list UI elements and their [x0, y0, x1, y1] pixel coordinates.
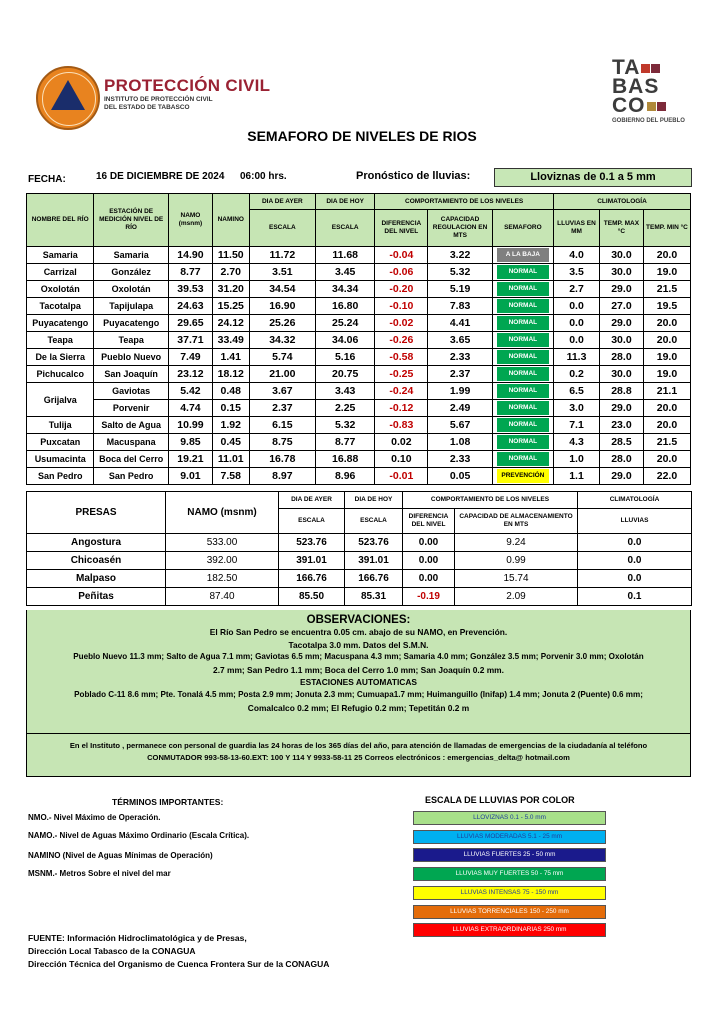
dam-ll: 0.0: [578, 534, 692, 552]
river-ayer: 8.97: [249, 468, 315, 485]
pronostico-label: Pronóstico de lluvias:: [356, 170, 471, 182]
river-namino: 2.70: [212, 264, 249, 281]
river-row: [27, 247, 691, 264]
river-row: [27, 383, 691, 400]
river-ll: 1.1: [554, 468, 600, 485]
header-dam-lluvias: LLUVIAS: [578, 509, 692, 534]
semaforo-badge: NORMAL: [497, 435, 549, 449]
rain-scale-item: LLOVIZNAS 0.1 - 5.0 mm: [413, 811, 606, 825]
instituto-line-2: CONMUTADOR 993-58-13-60.EXT: 100 Y 114 Y 9933-58-11 25 Correos electrónicos : emergencias_delta@ hotmail.com: [147, 753, 570, 762]
river-dif: 0.10: [375, 451, 428, 468]
river-hoy: 8.96: [316, 468, 375, 485]
dam-hoy: 523.76: [345, 534, 403, 552]
river-rio: Tacotalpa: [27, 298, 94, 315]
river-namino: 0.15: [212, 400, 249, 417]
river-rio: Samaria: [27, 247, 94, 264]
river-namo: 19.21: [168, 451, 212, 468]
gobierno-label: GOBIERNO DEL PUEBLO: [612, 118, 685, 124]
river-tmin: 20.0: [643, 451, 690, 468]
river-ayer: 16.90: [249, 298, 315, 315]
river-namo: 9.01: [168, 468, 212, 485]
dam-namo: 87.40: [166, 588, 279, 606]
river-tmin: 21.5: [643, 281, 690, 298]
instituto-line-1: En el Instituto , permanece con personal de guardia las 24 horas de los 365 días del año, para atención de llamadas de emergencias de la ciudadanía al teléfono: [69, 741, 648, 750]
river-namo: 9.85: [168, 434, 212, 451]
river-cap: 3.22: [428, 247, 492, 264]
header-dam-capacidad: CAPACIDAD DE ALMACENAMIENTO EN MTS: [455, 509, 578, 534]
river-dif: -0.10: [375, 298, 428, 315]
river-est: Samaria: [94, 247, 169, 264]
river-ll: 0.0: [554, 315, 600, 332]
river-hoy: 25.24: [316, 315, 375, 332]
river-namino: 11.50: [212, 247, 249, 264]
semaforo-badge: NORMAL: [497, 367, 549, 381]
semaforo-badge: NORMAL: [497, 452, 549, 466]
rivers-table: [26, 193, 691, 485]
river-semaforo: [492, 315, 553, 332]
dam-dif: 0.00: [403, 570, 455, 588]
river-est: Tapijulapa: [94, 298, 169, 315]
dam-ayer: 166.76: [279, 570, 345, 588]
semaforo-badge: A LA BAJA: [497, 248, 549, 262]
header-climatologia: CLIMATOLOGÍA: [554, 194, 691, 210]
dam-dif: -0.19: [403, 588, 455, 606]
river-cap: 5.32: [428, 264, 492, 281]
river-namo: 23.12: [168, 366, 212, 383]
dam-namo: 392.00: [166, 552, 279, 570]
dam-namo: 182.50: [166, 570, 279, 588]
dam-name: Angostura: [27, 534, 166, 552]
river-est: Gaviotas: [94, 383, 169, 400]
river-namino: 1.41: [212, 349, 249, 366]
semaforo-badge: NORMAL: [497, 316, 549, 330]
semaforo-badge: NORMAL: [497, 401, 549, 415]
river-dif: 0.02: [375, 434, 428, 451]
semaforo-badge: PREVENCIÓN: [497, 469, 549, 483]
dam-row: [27, 534, 692, 552]
header-dam-escala-ayer: ESCALA: [279, 509, 345, 534]
river-hoy: 11.68: [316, 247, 375, 264]
header-dam-hoy: DIA DE HOY: [345, 492, 403, 509]
river-dif: -0.25: [375, 366, 428, 383]
river-ayer: 11.72: [249, 247, 315, 264]
river-semaforo: [492, 417, 553, 434]
river-rio: Puxcatan: [27, 434, 94, 451]
river-tmin: 19.0: [643, 349, 690, 366]
river-tmax: 29.0: [599, 281, 643, 298]
river-est: Pueblo Nuevo: [94, 349, 169, 366]
terminos-title: TÉRMINOS IMPORTANTES:: [112, 797, 224, 807]
river-cap: 2.49: [428, 400, 492, 417]
semaforo-badge: NORMAL: [497, 418, 549, 432]
river-row: [27, 315, 691, 332]
dam-ll: 0.0: [578, 570, 692, 588]
river-est: Oxolotán: [94, 281, 169, 298]
dam-cap: 15.74: [455, 570, 578, 588]
river-semaforo: [492, 281, 553, 298]
river-tmin: 20.0: [643, 332, 690, 349]
river-tmax: 30.0: [599, 264, 643, 281]
river-namo: 39.53: [168, 281, 212, 298]
org-subtitle-1: INSTITUTO DE PROTECCIÓN CIVIL: [104, 96, 213, 103]
river-dif: -0.04: [375, 247, 428, 264]
river-ll: 3.5: [554, 264, 600, 281]
dam-dif: 0.00: [403, 534, 455, 552]
header-estacion: ESTACIÓN DE MEDICIÓN NIVEL DE RÍO: [94, 194, 169, 247]
river-namo: 7.49: [168, 349, 212, 366]
river-tmin: 21.1: [643, 383, 690, 400]
river-ll: 3.0: [554, 400, 600, 417]
river-ayer: 3.67: [249, 383, 315, 400]
river-namino: 7.58: [212, 468, 249, 485]
river-tmax: 29.0: [599, 400, 643, 417]
header-diferencia: DIFERENCIA DEL NIVEL: [375, 210, 428, 247]
river-tmin: 22.0: [643, 468, 690, 485]
river-cap: 5.67: [428, 417, 492, 434]
river-row: [27, 451, 691, 468]
semaforo-badge: NORMAL: [497, 350, 549, 364]
river-est: Salto de Agua: [94, 417, 169, 434]
river-dif: -0.06: [375, 264, 428, 281]
river-cap: 7.83: [428, 298, 492, 315]
river-ll: 2.7: [554, 281, 600, 298]
river-ayer: 34.54: [249, 281, 315, 298]
river-ayer: 3.51: [249, 264, 315, 281]
river-hoy: 5.32: [316, 417, 375, 434]
river-est: González: [94, 264, 169, 281]
river-tmax: 23.0: [599, 417, 643, 434]
river-hoy: 34.34: [316, 281, 375, 298]
river-ll: 0.2: [554, 366, 600, 383]
term-item: MSNM.- Metros Sobre el nivel del mar: [28, 869, 171, 878]
river-tmax: 27.0: [599, 298, 643, 315]
observacion-line: Comalcalco 0.2 mm; El Refugio 0.2 mm; Tepetitán 0.2 m: [247, 702, 470, 713]
header-tmin: TEMP. MIN °C: [643, 210, 690, 247]
dam-row: [27, 570, 692, 588]
semaforo-badge: NORMAL: [497, 384, 549, 398]
fecha-label: FECHA:: [28, 174, 66, 185]
dam-name: Malpaso: [27, 570, 166, 588]
term-item: NMO.- Nivel Máximo de Operación.: [28, 813, 161, 822]
river-tmax: 30.0: [599, 332, 643, 349]
dam-cap: 0.99: [455, 552, 578, 570]
river-namo: 29.65: [168, 315, 212, 332]
header-dam-climatologia: CLIMATOLOGÍA: [578, 492, 692, 509]
observacion-line: 2.7 mm; San Pedro 1.1 mm; Boca del Cerro 1.0 mm; San Joaquín 0.2 mm.: [213, 664, 504, 675]
river-est: Teapa: [94, 332, 169, 349]
semaforo-badge: NORMAL: [497, 265, 549, 279]
river-dif: -0.83: [375, 417, 428, 434]
observacion-line: Poblado C-11 8.6 mm; Pte. Tonalá 4.5 mm; Posta 2.9 mm; Jonuta 2.3 mm; Cumuapa1.7 mm; Huimanguillo (Inifap) 1.4 mm; Jonuta 2 (Puente) 0.6 mm;: [74, 689, 643, 699]
river-namino: 15.25: [212, 298, 249, 315]
river-namo: 8.77: [168, 264, 212, 281]
dam-hoy: 166.76: [345, 570, 403, 588]
observacion-line: ESTACIONES AUTOMATICAS: [300, 677, 417, 688]
river-namino: 33.49: [212, 332, 249, 349]
river-cap: 1.99: [428, 383, 492, 400]
river-ayer: 8.75: [249, 434, 315, 451]
term-item: NAMO.- Nivel de Aguas Máximo Ordinario (Escala Crítica).: [28, 831, 250, 840]
fuente-line: Dirección Técnica del Organismo de Cuenca Frontera Sur de la CONAGUA: [28, 959, 330, 969]
dam-ll: 0.0: [578, 552, 692, 570]
river-namo: 10.99: [168, 417, 212, 434]
river-tmax: 30.0: [599, 366, 643, 383]
river-row: [27, 366, 691, 383]
river-semaforo: [492, 247, 553, 264]
river-row: [27, 281, 691, 298]
rain-scale-item: LLUVIAS INTENSAS 75 - 150 mm: [413, 886, 606, 900]
river-hoy: 34.06: [316, 332, 375, 349]
river-semaforo: [492, 298, 553, 315]
semaforo-badge: NORMAL: [497, 299, 549, 313]
river-namino: 18.12: [212, 366, 249, 383]
river-rio: Pichucalco: [27, 366, 94, 383]
observaciones-panel: [26, 610, 691, 734]
river-tmin: 20.0: [643, 247, 690, 264]
river-rio: De la Sierra: [27, 349, 94, 366]
river-hoy: 5.16: [316, 349, 375, 366]
river-tmax: 28.0: [599, 451, 643, 468]
river-namo: 14.90: [168, 247, 212, 264]
river-tmax: 28.0: [599, 349, 643, 366]
river-namino: 24.12: [212, 315, 249, 332]
river-namo: 4.74: [168, 400, 212, 417]
rain-scale-item: LLUVIAS MUY FUERTES 50 - 75 mm: [413, 867, 606, 881]
river-namino: 31.20: [212, 281, 249, 298]
river-est: San Pedro: [94, 468, 169, 485]
river-est: Puyacatengo: [94, 315, 169, 332]
dam-row: [27, 588, 692, 606]
dam-cap: 9.24: [455, 534, 578, 552]
org-title: PROTECCIÓN CIVIL: [104, 76, 271, 95]
page-title: SEMAFORO DE NIVELES DE RIOS: [247, 128, 477, 144]
river-cap: 1.08: [428, 434, 492, 451]
river-ayer: 2.37: [249, 400, 315, 417]
river-semaforo: [492, 349, 553, 366]
instituto-panel: [26, 733, 691, 777]
river-rio: San Pedro: [27, 468, 94, 485]
river-semaforo: [492, 468, 553, 485]
river-est: Porvenir: [94, 400, 169, 417]
river-tmin: 19.0: [643, 366, 690, 383]
dam-namo: 533.00: [166, 534, 279, 552]
river-cap: 2.33: [428, 349, 492, 366]
dam-row: [27, 552, 692, 570]
river-dif: -0.20: [375, 281, 428, 298]
river-row: [27, 298, 691, 315]
river-rio: Teapa: [27, 332, 94, 349]
header-namino: NAMINO: [212, 194, 249, 247]
river-tmin: 20.0: [643, 400, 690, 417]
river-tmax: 30.0: [599, 247, 643, 264]
header-dam-comportamiento: COMPORTAMIENTO DE LOS NIVELES: [403, 492, 578, 509]
header-dam-diferencia: DIFERENCIA DEL NIVEL: [403, 509, 455, 534]
dam-hoy: 85.31: [345, 588, 403, 606]
river-ayer: 25.26: [249, 315, 315, 332]
river-semaforo: [492, 366, 553, 383]
header-comportamiento: COMPORTAMIENTO DE LOS NIVELES: [375, 194, 554, 210]
river-rio: Grijalva: [27, 383, 94, 417]
rain-scale-item: LLUVIAS FUERTES 25 - 50 mm: [413, 848, 606, 862]
header-namo: NAMO (msnm): [168, 194, 212, 247]
river-namo: 24.63: [168, 298, 212, 315]
river-dif: -0.24: [375, 383, 428, 400]
river-namino: 1.92: [212, 417, 249, 434]
dams-table: [26, 491, 692, 606]
header-escala-ayer: ESCALA: [249, 210, 315, 247]
river-ayer: 21.00: [249, 366, 315, 383]
river-row: [27, 468, 691, 485]
river-dif: -0.26: [375, 332, 428, 349]
semaforo-badge: NORMAL: [497, 282, 549, 296]
header-dam-ayer: DIA DE AYER: [279, 492, 345, 509]
rain-scale-item: LLUVIAS EXTRAORDINARIAS 250 mm: [413, 923, 606, 937]
river-row: [27, 400, 691, 417]
header-dia-ayer: DIA DE AYER: [249, 194, 315, 210]
river-cap: 4.41: [428, 315, 492, 332]
header-dia-hoy: DIA DE HOY: [316, 194, 375, 210]
dam-hoy: 391.01: [345, 552, 403, 570]
river-semaforo: [492, 383, 553, 400]
river-ll: 11.3: [554, 349, 600, 366]
fuente-line: Dirección Local Tabasco de la CONAGUA: [28, 946, 196, 956]
river-dif: -0.01: [375, 468, 428, 485]
river-tmin: 20.0: [643, 417, 690, 434]
river-hoy: 2.25: [316, 400, 375, 417]
river-dif: -0.02: [375, 315, 428, 332]
river-hoy: 3.43: [316, 383, 375, 400]
dam-ll: 0.1: [578, 588, 692, 606]
dam-name: Chicoasén: [27, 552, 166, 570]
river-cap: 3.65: [428, 332, 492, 349]
river-ll: 1.0: [554, 451, 600, 468]
river-ll: 4.3: [554, 434, 600, 451]
river-tmin: 19.5: [643, 298, 690, 315]
river-rio: Puyacatengo: [27, 315, 94, 332]
hora-value: 06:00 hrs.: [240, 171, 287, 182]
river-tmin: 19.0: [643, 264, 690, 281]
river-cap: 2.33: [428, 451, 492, 468]
river-tmax: 29.0: [599, 315, 643, 332]
river-row: [27, 349, 691, 366]
river-ll: 4.0: [554, 247, 600, 264]
river-tmax: 28.8: [599, 383, 643, 400]
river-hoy: 8.77: [316, 434, 375, 451]
header-nombre: NOMBRE DEL RÍO: [27, 194, 94, 247]
river-rio: Carrizal: [27, 264, 94, 281]
river-hoy: 16.88: [316, 451, 375, 468]
river-ll: 0.0: [554, 332, 600, 349]
river-rio: Oxolotán: [27, 281, 94, 298]
observacion-line: El Río San Pedro se encuentra 0.05 cm. abajo de su NAMO, en Prevención.: [209, 627, 508, 637]
header-tmax: TEMP. MAX °C: [599, 210, 643, 247]
term-item: NAMINO (Nivel de Aguas Mínimas de Operación): [28, 851, 213, 860]
river-tmax: 28.5: [599, 434, 643, 451]
header-presas: PRESAS: [27, 492, 166, 534]
river-tmin: 20.0: [643, 315, 690, 332]
river-ayer: 16.78: [249, 451, 315, 468]
river-hoy: 20.75: [316, 366, 375, 383]
proteccion-civil-logo: [36, 66, 100, 130]
river-namino: 0.48: [212, 383, 249, 400]
header-escala-hoy: ESCALA: [316, 210, 375, 247]
dam-ayer: 85.50: [279, 588, 345, 606]
header-semaforo: SEMAFORO: [492, 210, 553, 247]
dam-ayer: 523.76: [279, 534, 345, 552]
river-row: [27, 434, 691, 451]
river-semaforo: [492, 400, 553, 417]
header-dam-escala-hoy: ESCALA: [345, 509, 403, 534]
river-ayer: 5.74: [249, 349, 315, 366]
river-est: Macuspana: [94, 434, 169, 451]
river-ll: 7.1: [554, 417, 600, 434]
river-dif: -0.58: [375, 349, 428, 366]
river-tmax: 29.0: [599, 468, 643, 485]
river-hoy: 3.45: [316, 264, 375, 281]
river-dif: -0.12: [375, 400, 428, 417]
observacion-line: Tacotalpa 3.0 mm. Datos del S.M.N.: [288, 639, 429, 650]
river-namo: 37.71: [168, 332, 212, 349]
river-semaforo: [492, 451, 553, 468]
river-cap: 0.05: [428, 468, 492, 485]
river-row: [27, 264, 691, 281]
river-namino: 0.45: [212, 434, 249, 451]
river-semaforo: [492, 434, 553, 451]
header-lluvias: LLUVIAS EN MM: [554, 210, 600, 247]
rain-scale-item: LLUVIAS MODERADAS 5.1 - 25 mm: [413, 830, 606, 844]
river-ayer: 6.15: [249, 417, 315, 434]
river-namino: 11.01: [212, 451, 249, 468]
dam-cap: 2.09: [455, 588, 578, 606]
river-row: [27, 417, 691, 434]
observacion-line: Pueblo Nuevo 11.3 mm; Salto de Agua 7.1 mm; Gaviotas 6.5 mm; Macuspana 4.3 mm; Samaria 4.0 mm; González 3.5 mm; Porvenir 3.0 mm; Oxolotán: [73, 652, 644, 662]
dam-ayer: 391.01: [279, 552, 345, 570]
org-subtitle-2: DEL ESTADO DE TABASCO: [104, 104, 190, 111]
river-ll: 6.5: [554, 383, 600, 400]
header-dam-namo: NAMO (msnm): [166, 492, 279, 534]
escala-title: ESCALA DE LLUVIAS POR COLOR: [425, 795, 575, 805]
pronostico-value: Lloviznas de 0.1 a 5 mm: [494, 168, 692, 187]
semaforo-badge: NORMAL: [497, 333, 549, 347]
river-hoy: 16.80: [316, 298, 375, 315]
river-ll: 0.0: [554, 298, 600, 315]
river-namo: 5.42: [168, 383, 212, 400]
river-cap: 2.37: [428, 366, 492, 383]
observaciones-title: OBSERVACIONES:: [306, 614, 411, 626]
river-ayer: 34.32: [249, 332, 315, 349]
river-row: [27, 332, 691, 349]
river-est: San Joaquín: [94, 366, 169, 383]
tabasco-logo: TA BAS CO GOBIERNO DEL PUEBLO: [612, 58, 692, 124]
fuente-line: FUENTE: Información Hidroclimatológica y de Presas,: [28, 933, 247, 943]
dam-name: Peñitas: [27, 588, 166, 606]
rain-scale-item: LLUVIAS TORRENCIALES 150 - 250 mm: [413, 905, 606, 919]
river-semaforo: [492, 332, 553, 349]
fecha-value: 16 DE DICIEMBRE DE 2024: [96, 171, 225, 182]
river-rio: Usumacinta: [27, 451, 94, 468]
river-tmin: 21.5: [643, 434, 690, 451]
header-capacidad: CAPACIDAD REGULACION EN MTS: [428, 210, 492, 247]
river-cap: 5.19: [428, 281, 492, 298]
river-semaforo: [492, 264, 553, 281]
dam-dif: 0.00: [403, 552, 455, 570]
river-est: Boca del Cerro: [94, 451, 169, 468]
river-rio: Tulija: [27, 417, 94, 434]
